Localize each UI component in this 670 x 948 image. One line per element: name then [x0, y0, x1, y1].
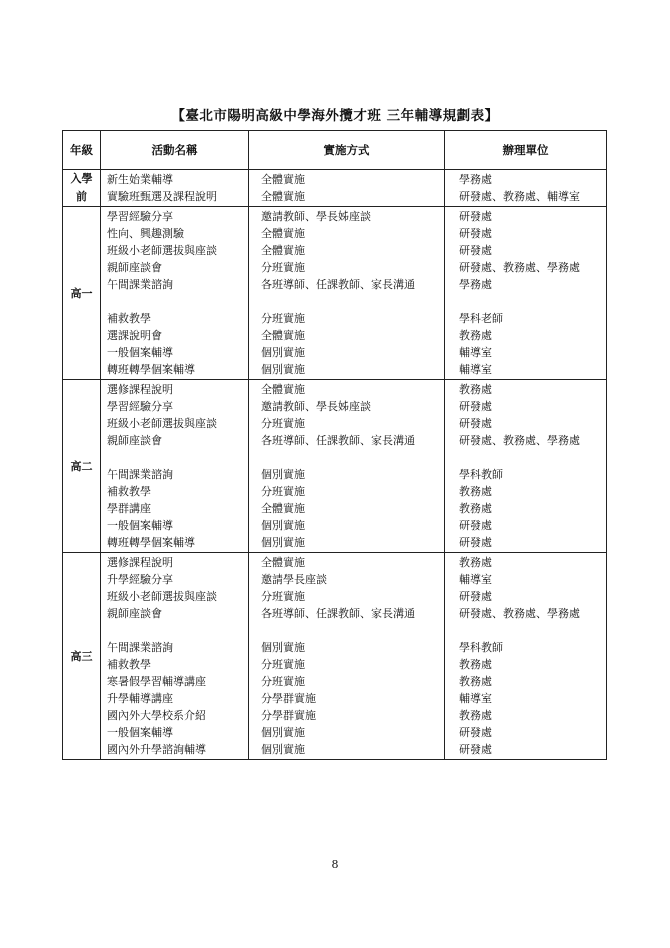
implementation-method: 個別實施 — [261, 346, 305, 359]
implementation-method: 個別實施 — [261, 468, 305, 481]
activity-name: 午間課業諮詢 — [107, 278, 173, 291]
year-label: 高一 — [70, 286, 93, 300]
implementation-method: 分學群實施 — [261, 692, 316, 705]
header-year: 年級 — [63, 131, 101, 170]
activity-name: 午間課業諮詢 — [107, 468, 173, 481]
guidance-plan-table — [62, 130, 607, 760]
activity-name: 學習經驗分享 — [107, 400, 173, 413]
implementation-method: 全體實施 — [261, 329, 305, 342]
responsible-unit: 輔導室 — [459, 363, 492, 376]
year-group-row — [63, 553, 607, 760]
implementation-method: 邀請教師、學長姊座談 — [261, 400, 371, 413]
activity-column-cell — [101, 380, 249, 553]
activity-column-cell — [101, 207, 249, 380]
activity-name: 親師座談會 — [107, 607, 162, 620]
unit-column-cell — [445, 380, 607, 553]
implementation-method: 分學群實施 — [261, 709, 316, 722]
activity-name: 轉班轉學個案輔導 — [107, 536, 195, 549]
header-unit: 辦理單位 — [445, 131, 607, 170]
responsible-unit: 研發處 — [459, 244, 492, 257]
activity-name: 親師座談會 — [107, 434, 162, 447]
responsible-unit: 研發處、教務處、輔導室 — [459, 190, 580, 203]
year-group-row — [63, 207, 607, 380]
document-title: 【臺北市陽明高級中學海外攬才班 三年輔導規劃表】 — [171, 108, 499, 124]
activity-name: 親師座談會 — [107, 261, 162, 274]
responsible-unit: 研發處 — [459, 590, 492, 603]
activity-name: 補救教學 — [107, 658, 151, 671]
activity-name: 升學輔導講座 — [107, 692, 173, 705]
responsible-unit: 學科老師 — [459, 312, 503, 325]
responsible-unit: 輔導室 — [459, 346, 492, 359]
activity-name: 午間課業諮詢 — [107, 641, 173, 654]
responsible-unit: 研發處 — [459, 400, 492, 413]
method-column-cell — [249, 380, 445, 553]
activity-name: 學群講座 — [107, 502, 151, 515]
responsible-unit: 學科教師 — [459, 641, 503, 654]
activity-name: 國內外升學諮詢輔導 — [107, 743, 206, 756]
page-number: 8 — [331, 858, 339, 871]
implementation-method: 邀請學長座談 — [261, 573, 327, 586]
implementation-method: 分班實施 — [261, 658, 305, 671]
activity-name: 實驗班甄選及課程說明 — [107, 190, 217, 203]
responsible-unit: 研發處、教務處、學務處 — [459, 261, 580, 274]
activity-name: 選課說明會 — [107, 329, 162, 342]
activity-column-cell — [101, 553, 249, 760]
responsible-unit: 教務處 — [459, 556, 492, 569]
implementation-method: 全體實施 — [261, 190, 305, 203]
responsible-unit: 輔導室 — [459, 692, 492, 705]
responsible-unit: 研發處 — [459, 743, 492, 756]
activity-name: 升學經驗分享 — [107, 573, 173, 586]
implementation-method: 個別實施 — [261, 726, 305, 739]
year-label: 高二 — [70, 459, 93, 473]
implementation-method: 分班實施 — [261, 485, 305, 498]
implementation-method: 全體實施 — [261, 383, 305, 396]
implementation-method: 邀請教師、學長姊座談 — [261, 210, 371, 223]
implementation-method: 各班導師、任課教師、家長溝通 — [261, 278, 415, 291]
responsible-unit: 教務處 — [459, 485, 492, 498]
year-group-row — [63, 170, 607, 207]
implementation-method: 個別實施 — [261, 743, 305, 756]
unit-column-cell — [445, 207, 607, 380]
responsible-unit: 教務處 — [459, 658, 492, 671]
responsible-unit: 教務處 — [459, 383, 492, 396]
responsible-unit: 研發處 — [459, 417, 492, 430]
activity-name: 性向、興趣測驗 — [107, 227, 184, 240]
implementation-method: 分班實施 — [261, 417, 305, 430]
activity-name: 轉班轉學個案輔導 — [107, 363, 195, 376]
implementation-method: 全體實施 — [261, 244, 305, 257]
responsible-unit: 研發處、教務處、學務處 — [459, 434, 580, 447]
header-activity: 活動名稱 — [101, 131, 249, 170]
year-label: 入學前 — [70, 172, 93, 203]
responsible-unit: 學科教師 — [459, 468, 503, 481]
activity-name: 一般個案輔導 — [107, 726, 173, 739]
implementation-method: 分班實施 — [261, 590, 305, 603]
responsible-unit: 研發處 — [459, 210, 492, 223]
activity-column-cell — [101, 170, 249, 207]
implementation-method: 全體實施 — [261, 556, 305, 569]
activity-name: 補救教學 — [107, 485, 151, 498]
year-cell — [63, 207, 101, 380]
responsible-unit: 教務處 — [459, 329, 492, 342]
year-cell — [63, 170, 101, 207]
responsible-unit: 研發處、教務處、學務處 — [459, 607, 580, 620]
implementation-method: 全體實施 — [261, 502, 305, 515]
implementation-method: 個別實施 — [261, 536, 305, 549]
method-column-cell — [249, 553, 445, 760]
activity-name: 國內外大學校系介紹 — [107, 709, 206, 722]
implementation-method: 各班導師、任課教師、家長溝通 — [261, 434, 415, 447]
method-column-cell — [249, 170, 445, 207]
responsible-unit: 研發處 — [459, 726, 492, 739]
table-body — [63, 170, 607, 760]
implementation-method: 個別實施 — [261, 519, 305, 532]
activity-name: 班級小老師選拔與座談 — [107, 590, 217, 603]
responsible-unit: 研發處 — [459, 519, 492, 532]
responsible-unit: 輔導室 — [459, 573, 492, 586]
activity-name: 一般個案輔導 — [107, 346, 173, 359]
method-column-cell — [249, 207, 445, 380]
implementation-method: 各班導師、任課教師、家長溝通 — [261, 607, 415, 620]
unit-column-cell — [445, 553, 607, 760]
activity-name: 班級小老師選拔與座談 — [107, 417, 217, 430]
responsible-unit: 教務處 — [459, 502, 492, 515]
year-cell — [63, 553, 101, 760]
implementation-method: 全體實施 — [261, 227, 305, 240]
activity-name: 新生始業輔導 — [107, 173, 173, 186]
responsible-unit: 研發處 — [459, 227, 492, 240]
activity-name: 寒暑假學習輔導講座 — [107, 675, 206, 688]
implementation-method: 全體實施 — [261, 173, 305, 186]
activity-name: 班級小老師選拔與座談 — [107, 244, 217, 257]
responsible-unit: 教務處 — [459, 709, 492, 722]
unit-column-cell — [445, 170, 607, 207]
activity-name: 學習經驗分享 — [107, 210, 173, 223]
implementation-method: 個別實施 — [261, 363, 305, 376]
responsible-unit: 學務處 — [459, 278, 492, 291]
implementation-method: 分班實施 — [261, 312, 305, 325]
responsible-unit: 教務處 — [459, 675, 492, 688]
implementation-method: 個別實施 — [261, 641, 305, 654]
activity-name: 一般個案輔導 — [107, 519, 173, 532]
activity-name: 選修課程說明 — [107, 556, 173, 569]
responsible-unit: 學務處 — [459, 173, 492, 186]
activity-name: 選修課程說明 — [107, 383, 173, 396]
responsible-unit: 研發處 — [459, 536, 492, 549]
activity-name: 補救教學 — [107, 312, 151, 325]
table-header-row — [63, 131, 607, 170]
year-label: 高三 — [70, 649, 93, 663]
year-cell — [63, 380, 101, 553]
header-method: 實施方式 — [249, 131, 445, 170]
year-group-row — [63, 380, 607, 553]
implementation-method: 分班實施 — [261, 261, 305, 274]
implementation-method: 分班實施 — [261, 675, 305, 688]
